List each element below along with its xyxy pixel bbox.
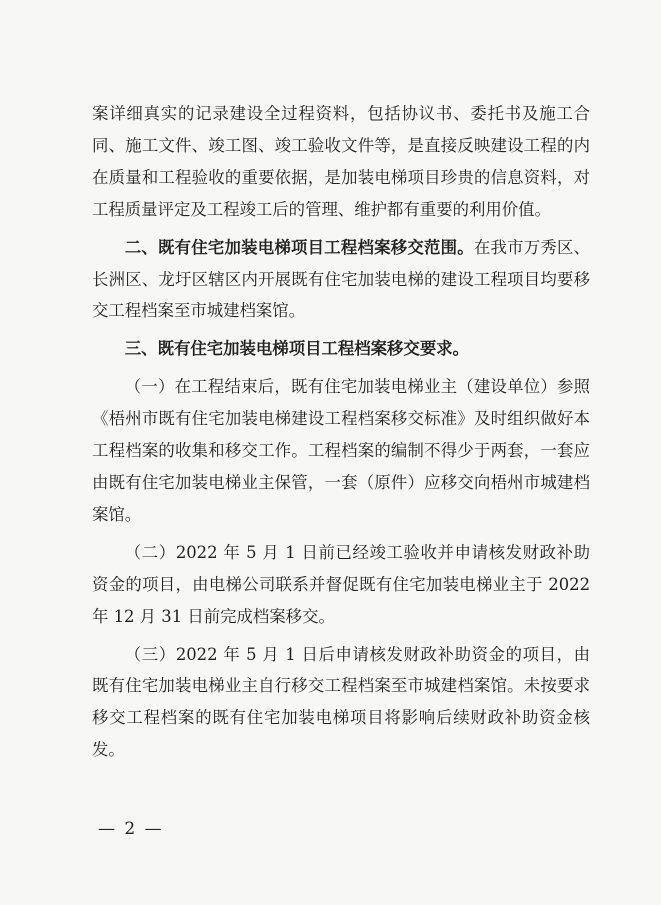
section-2-paragraph xyxy=(92,232,590,328)
document-body xyxy=(92,98,590,766)
section-3-item-2: （二）2022 年 5 月 1 日前已经竣工验收并申请核发财政补助资金的项目，由电梯公司联系并督促既有住宅加装电梯业主于 2022 年 12 月 31 日前完成档案移交。 xyxy=(92,542,590,626)
page-number: — 2 — xyxy=(98,819,164,839)
section-2-text: 在我市万秀区、长洲区、龙圩区辖区内开展既有住宅加装电梯的建设工程项目均要移交工程档案至市城建档案馆。 xyxy=(92,237,591,321)
section-3-item-3: （三）2022 年 5 月 1 日后申请核发财政补助资金的项目，由既有住宅加装电梯业主自行移交工程档案至市城建档案馆。未按要求移交工程档案的既有住宅加装电梯项目将影响后续财政补助资金核发。 xyxy=(92,644,590,760)
section-2-heading: 二、既有住宅加装电梯项目工程档案移交范围。 xyxy=(124,237,474,257)
intro-paragraph: 案详细真实的记录建设全过程资料，包括协议书、委托书及施工合同、施工文件、竣工图、竣工验收文件等，是直接反映建设工程的内在质量和工程验收的重要依据，是加装电梯项目珍贵的信息资料，对工程质量评定及工程竣工后的管理、维护都有重要的利用价值。 xyxy=(92,104,590,219)
section-3-heading: 三、既有住宅加装电梯项目工程档案移交要求。 xyxy=(124,339,469,359)
section-3-item-1: （一）在工程结束后，既有住宅加装电梯业主（建设单位）参照《梧州市既有住宅加装电梯建设工程档案移交标准》及时组织做好本工程档案的收集和移交工作。工程档案的编制不得少于两套，一套应由既有住宅加装电梯业主保管，一套（原件）应移交向梧州市城建档案馆。 xyxy=(92,377,590,524)
